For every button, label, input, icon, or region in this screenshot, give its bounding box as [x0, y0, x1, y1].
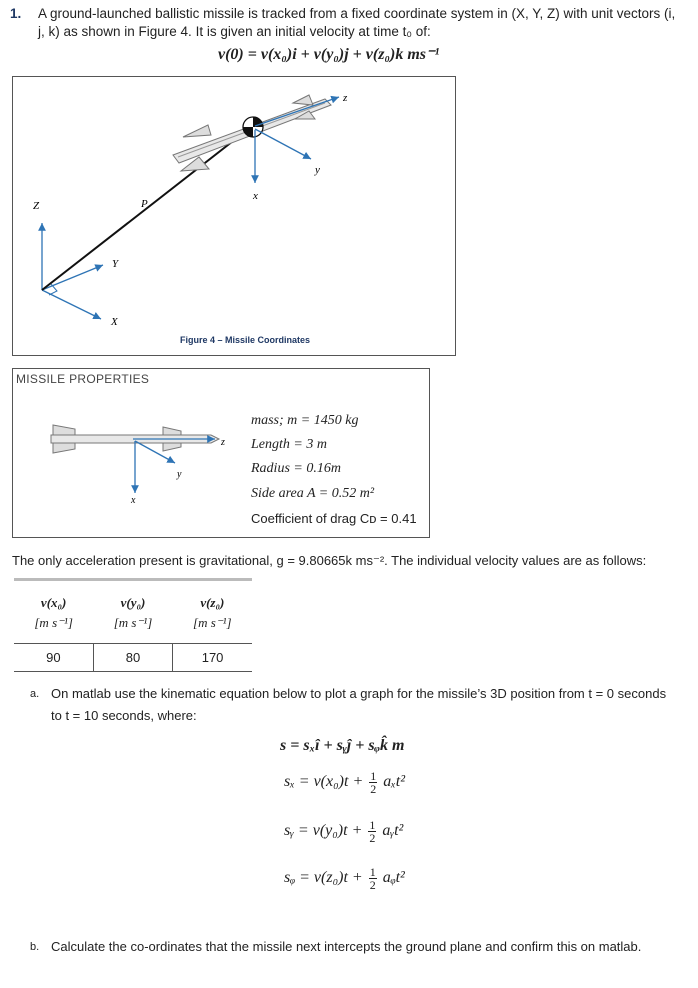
- header-vy: v(y₀): [120, 595, 146, 610]
- prop-label-z: z: [221, 437, 225, 448]
- part-a-label: a.: [30, 688, 40, 700]
- velocity-table: [14, 578, 252, 672]
- sz-fraction: $\frac{1}{2}$: [369, 865, 376, 892]
- value-vz: 170: [201, 650, 224, 665]
- sx-right: aₓt²: [383, 773, 406, 791]
- sz-left: sᵩ = v(z₀)t +: [284, 869, 363, 887]
- label-Y: Y: [112, 258, 119, 270]
- equation-sx: [284, 770, 405, 795]
- header-vz: v(z₀): [200, 595, 225, 610]
- sx-left: sₓ = v(x₀)t +: [284, 773, 364, 791]
- equation-sz: [284, 866, 405, 891]
- part-b-label: b.: [30, 941, 40, 953]
- sy-left: sᵧ = v(y₀)t +: [284, 822, 363, 840]
- part-a-line-1: On matlab use the kinematic equation below to plot a graph for the missile’s 3D position from t = 0 seconds: [51, 686, 667, 701]
- label-P: P: [141, 198, 148, 210]
- label-X: X: [111, 316, 118, 328]
- missile-drawing: [173, 95, 331, 171]
- missile-coordinates-diagram: [13, 77, 455, 355]
- unit-vx: [m s⁻¹]: [34, 615, 73, 630]
- unit-vy: [m s⁻¹]: [113, 615, 153, 630]
- y-axis-arrow: [42, 265, 103, 290]
- prop-mass: mass; m = 1450 kg: [251, 413, 359, 428]
- part-a-line-2: to t = 10 seconds, where:: [51, 708, 197, 723]
- part-b-text: Calculate the co-ordinates that the missile next intercepts the ground plane and confirm this on matlab.: [51, 939, 642, 954]
- missile-properties-title: MISSILE PROPERTIES: [16, 372, 150, 386]
- question-number: 1.: [10, 6, 22, 21]
- value-vx: 90: [14, 644, 93, 672]
- equation-s: s = sₓî + sᵧĵ + sᵩk̂ m: [280, 737, 405, 754]
- value-vy: 80: [93, 644, 172, 672]
- prop-label-y: y: [177, 469, 182, 480]
- missile-properties-diagram: [13, 369, 243, 537]
- label-body-x: x: [253, 190, 258, 202]
- initial-velocity-equation: v(0) = v(x₀)i + v(y₀)j + v(z₀)k ms⁻¹: [218, 46, 440, 63]
- prop-length: Length = 3 m: [251, 437, 327, 452]
- unit-vz: [m s⁻¹]: [193, 615, 232, 630]
- prop-side-area: Side area A = 0.52 m²: [251, 486, 375, 501]
- prop-drag: Coefficient of drag Cᴅ = 0.41: [251, 511, 417, 526]
- prop-label-x: x: [131, 495, 136, 506]
- sy-fraction: $\frac{1}{2}$: [369, 818, 376, 845]
- label-body-y: y: [315, 164, 320, 176]
- sx-fraction: $\frac{1}{2}$: [370, 769, 377, 796]
- label-body-z: z: [343, 92, 348, 104]
- sy-right: aᵧt²: [382, 822, 404, 840]
- body-y-axis-arrow: [255, 129, 311, 159]
- label-Z: Z: [33, 200, 40, 212]
- figure-4-caption: Figure 4 – Missile Coordinates: [180, 335, 311, 345]
- missile-properties-box: [12, 368, 430, 538]
- question-line-2: j, k) as shown in Figure 4. It is given an initial velocity at time t₀ of:: [38, 24, 431, 39]
- header-vx: v(x₀): [40, 595, 67, 610]
- equation-sy: [284, 819, 403, 844]
- question-line-1: A ground-launched ballistic missile is tracked from a fixed coordinate system in (X, Y, Z) with unit vectors (i,: [38, 6, 676, 21]
- sz-right: aᵩt²: [382, 869, 405, 887]
- figure-4-frame: [12, 76, 456, 356]
- prop-radius: Radius = 0.16m: [251, 461, 341, 476]
- gravity-text: The only acceleration present is gravitational, g = 9.80665k ms⁻². The individual velocity values are as follows:: [12, 553, 647, 568]
